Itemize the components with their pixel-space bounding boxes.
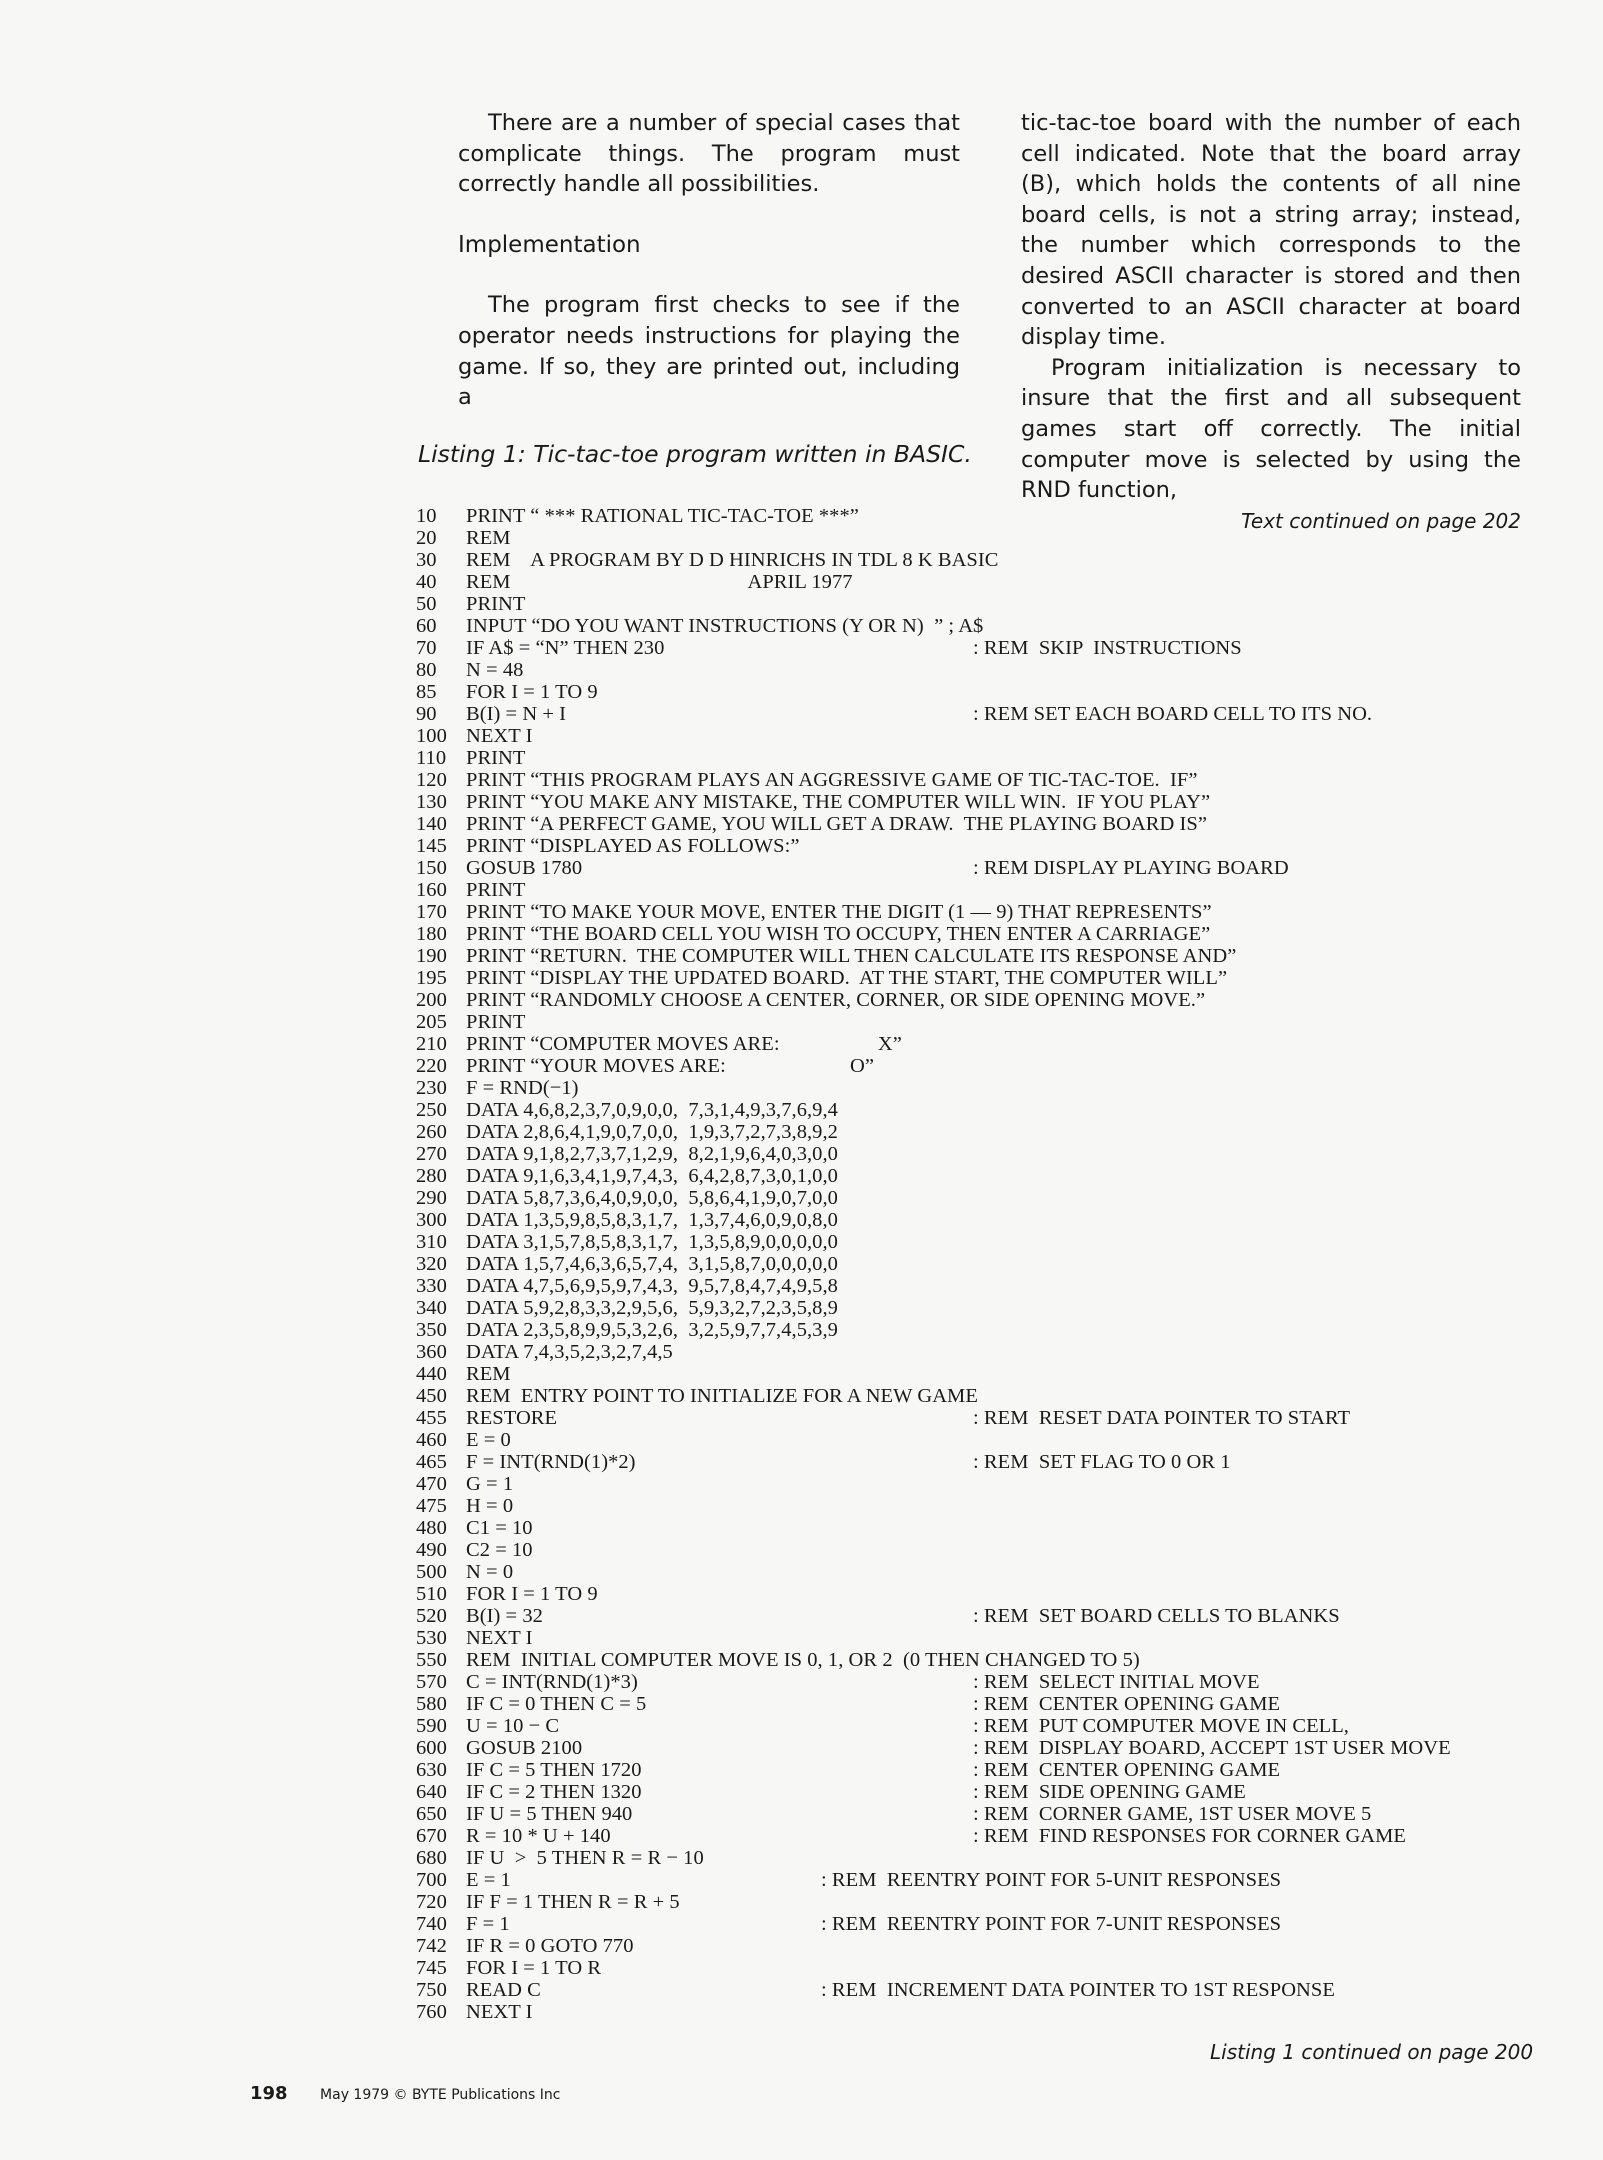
code-listing — [416, 505, 1546, 2035]
code-statement: PRINT “RETURN. THE COMPUTER WILL THEN CALCULATE ITS RESPONSE AND” — [466, 945, 1237, 967]
code-statement: F = 1 — [466, 1913, 510, 1935]
code-comment: : REM CORNER GAME, 1ST USER MOVE 5 — [973, 1803, 1372, 1825]
code-statement: DATA 4,7,5,6,9,5,9,7,4,3, 9,5,7,8,4,7,4,9,5,8 — [466, 1275, 838, 1297]
code-statement: DATA 5,9,2,8,3,3,2,9,5,6, 5,9,3,2,7,2,3,5,8,9 — [466, 1297, 838, 1319]
line-number: 90 — [416, 703, 437, 725]
code-statement: PRINT “THIS PROGRAM PLAYS AN AGGRESSIVE GAME OF TIC-TAC-TOE. IF” — [466, 769, 1198, 791]
listing-caption: Listing 1: Tic-tac-toe program written in BASIC. — [418, 440, 972, 468]
code-statement: DATA 1,5,7,4,6,3,6,5,7,4, 3,1,5,8,7,0,0,0,0,0 — [466, 1253, 838, 1275]
code-statement: DATA 3,1,5,7,8,5,8,3,1,7, 1,3,5,8,9,0,0,0,0,0 — [466, 1231, 838, 1253]
text-continued-note: Text continued on page 202 — [1241, 508, 1521, 533]
line-number: 490 — [416, 1539, 447, 1561]
code-statement: FOR I = 1 TO R — [466, 1957, 602, 1979]
line-number: 530 — [416, 1627, 447, 1649]
line-number: 195 — [416, 967, 447, 989]
code-comment: : REM SET FLAG TO 0 OR 1 — [973, 1451, 1231, 1473]
code-statement: N = 48 — [466, 659, 524, 681]
line-number: 10 — [416, 505, 437, 527]
code-statement: F = RND(−1) — [466, 1077, 579, 1099]
line-number: 550 — [416, 1649, 447, 1671]
code-comment: : REM FIND RESPONSES FOR CORNER GAME — [973, 1825, 1407, 1847]
code-statement: C2 = 10 — [466, 1539, 533, 1561]
code-statement: PRINT “DISPLAYED AS FOLLOWS:” — [466, 835, 800, 857]
line-number: 455 — [416, 1407, 447, 1429]
code-statement: G = 1 — [466, 1473, 514, 1495]
code-comment: : REM SELECT INITIAL MOVE — [973, 1671, 1260, 1693]
line-number: 290 — [416, 1187, 447, 1209]
code-comment: : REM SET BOARD CELLS TO BLANKS — [973, 1605, 1340, 1627]
line-number: 110 — [416, 747, 447, 769]
code-statement: B(I) = 32 — [466, 1605, 543, 1627]
code-statement: IF U > 5 THEN R = R − 10 — [466, 1847, 704, 1869]
line-number: 700 — [416, 1869, 447, 1891]
line-number: 145 — [416, 835, 447, 857]
line-number: 230 — [416, 1077, 447, 1099]
line-number: 750 — [416, 1979, 447, 2001]
code-statement: PRINT — [466, 593, 526, 615]
line-number: 650 — [416, 1803, 447, 1825]
code-statement: PRINT — [466, 747, 526, 769]
line-number: 475 — [416, 1495, 447, 1517]
code-statement: R = 10 * U + 140 — [466, 1825, 611, 1847]
code-statement: B(I) = N + I — [466, 703, 567, 725]
code-comment: : REM CENTER OPENING GAME — [973, 1759, 1281, 1781]
line-number: 630 — [416, 1759, 447, 1781]
code-comment: : REM RESET DATA POINTER TO START — [973, 1407, 1351, 1429]
line-number: 160 — [416, 879, 447, 901]
code-statement: N = 0 — [466, 1561, 514, 1583]
line-number: 20 — [416, 527, 437, 549]
left-paragraph-1: There are a number of special cases that complicate things. The program must correctly handle all possibilities. — [458, 110, 960, 198]
code-comment: : REM CENTER OPENING GAME — [973, 1693, 1281, 1715]
line-number: 40 — [416, 571, 437, 593]
page-number: 198 — [250, 2083, 288, 2104]
line-number: 460 — [416, 1429, 447, 1451]
line-number: 270 — [416, 1143, 447, 1165]
right-paragraph-2: Program initialization is necessary to insure that the first and all subsequent games start off correctly. The initial computer move is selected by using the RND function, — [1021, 354, 1521, 504]
line-number: 85 — [416, 681, 437, 703]
line-number: 180 — [416, 923, 447, 945]
code-statement: DATA 4,6,8,2,3,7,0,9,0,0, 7,3,1,4,9,3,7,6,9,4 — [466, 1099, 838, 1121]
line-number: 200 — [416, 989, 447, 1011]
line-number: 360 — [416, 1341, 447, 1363]
code-statement: FOR I = 1 TO 9 — [466, 1583, 598, 1605]
line-number: 740 — [416, 1913, 447, 1935]
code-statement: REM A PROGRAM BY D D HINRICHS IN TDL 8 K BASIC — [466, 549, 999, 571]
line-number: 480 — [416, 1517, 447, 1539]
code-statement: IF C = 2 THEN 1320 — [466, 1781, 642, 1803]
line-number: 350 — [416, 1319, 447, 1341]
code-statement: DATA 7,4,3,5,2,3,2,7,4,5 — [466, 1341, 673, 1363]
code-statement: DATA 9,1,8,2,7,3,7,1,2,9, 8,2,1,9,6,4,0,3,0,0 — [466, 1143, 838, 1165]
line-number: 680 — [416, 1847, 447, 1869]
code-comment: : REM SIDE OPENING GAME — [973, 1781, 1246, 1803]
code-comment: : REM PUT COMPUTER MOVE IN CELL, — [973, 1715, 1349, 1737]
line-number: 470 — [416, 1473, 447, 1495]
line-number: 745 — [416, 1957, 447, 1979]
line-number: 465 — [416, 1451, 447, 1473]
line-number: 500 — [416, 1561, 447, 1583]
code-statement: IF R = 0 GOTO 770 — [466, 1935, 634, 1957]
code-statement: PRINT “TO MAKE YOUR MOVE, ENTER THE DIGIT (1 — 9) THAT REPRESENTS” — [466, 901, 1212, 923]
code-statement: NEXT I — [466, 1627, 533, 1649]
code-statement: DATA 2,3,5,8,9,9,5,3,2,6, 3,2,5,9,7,7,4,5,3,9 — [466, 1319, 838, 1341]
code-statement: DATA 1,3,5,9,8,5,8,3,1,7, 1,3,7,4,6,0,9,0,8,0 — [466, 1209, 838, 1231]
line-number: 340 — [416, 1297, 447, 1319]
code-statement: DATA 2,8,6,4,1,9,0,7,0,0, 1,9,3,7,2,7,3,8,9,2 — [466, 1121, 838, 1143]
line-number: 570 — [416, 1671, 447, 1693]
code-statement: IF F = 1 THEN R = R + 5 — [466, 1891, 680, 1913]
code-statement: C = INT(RND(1)*3) — [466, 1671, 638, 1693]
page-footer — [250, 2083, 560, 2104]
code-statement: DATA 5,8,7,3,6,4,0,9,0,0, 5,8,6,4,1,9,0,7,0,0 — [466, 1187, 838, 1209]
code-statement: FOR I = 1 TO 9 — [466, 681, 598, 703]
code-statement: IF U = 5 THEN 940 — [466, 1803, 633, 1825]
code-comment: : REM SKIP INSTRUCTIONS — [973, 637, 1242, 659]
code-statement: RESTORE — [466, 1407, 558, 1429]
listing-continued-note: Listing 1 continued on page 200 — [1210, 2040, 1534, 2064]
code-statement: GOSUB 2100 — [466, 1737, 583, 1759]
line-number: 150 — [416, 857, 447, 879]
code-statement: GOSUB 1780 — [466, 857, 583, 879]
code-statement: NEXT I — [466, 2001, 533, 2023]
code-statement: REM ENTRY POINT TO INITIALIZE FOR A NEW GAME — [466, 1385, 978, 1407]
line-number: 220 — [416, 1055, 447, 1077]
line-number: 300 — [416, 1209, 447, 1231]
code-statement: PRINT “YOU MAKE ANY MISTAKE, THE COMPUTER WILL WIN. IF YOU PLAY” — [466, 791, 1211, 813]
code-statement: PRINT “A PERFECT GAME, YOU WILL GET A DRAW. THE PLAYING BOARD IS” — [466, 813, 1208, 835]
line-number: 60 — [416, 615, 437, 637]
line-number: 450 — [416, 1385, 447, 1407]
code-statement: NEXT I — [466, 725, 533, 747]
code-statement: PRINT — [466, 879, 526, 901]
code-statement: REM INITIAL COMPUTER MOVE IS 0, 1, OR 2 (0 THEN CHANGED TO 5) — [466, 1649, 1140, 1671]
line-number: 140 — [416, 813, 447, 835]
code-statement: H = 0 — [466, 1495, 514, 1517]
code-statement: INPUT “DO YOU WANT INSTRUCTIONS (Y OR N) ” ; A$ — [466, 615, 984, 637]
code-statement: F = INT(RND(1)*2) — [466, 1451, 636, 1473]
code-statement: E = 0 — [466, 1429, 511, 1451]
line-number: 170 — [416, 901, 447, 923]
line-number: 80 — [416, 659, 437, 681]
code-statement: PRINT “YOUR MOVES ARE: O” — [466, 1055, 875, 1077]
line-number: 120 — [416, 769, 447, 791]
line-number: 440 — [416, 1363, 447, 1385]
code-statement: REM APRIL 1977 — [466, 571, 853, 593]
code-comment: : REM REENTRY POINT FOR 7-UNIT RESPONSES — [821, 1913, 1282, 1935]
line-number: 670 — [416, 1825, 447, 1847]
code-statement: IF C = 5 THEN 1720 — [466, 1759, 642, 1781]
right-paragraph-1: tic-tac-toe board with the number of each cell indicated. Note that the board array (B), which holds the contents of all nine board cells, is not a string array; instead, the number which corresponds to the desired ASCII character is stored and then converted to an ASCII character at board display time. — [1021, 110, 1521, 351]
code-statement: REM — [466, 1363, 511, 1385]
line-number: 320 — [416, 1253, 447, 1275]
code-statement: PRINT “RANDOMLY CHOOSE A CENTER, CORNER, OR SIDE OPENING MOVE.” — [466, 989, 1206, 1011]
code-statement: READ C — [466, 1979, 541, 2001]
code-comment: : REM SET EACH BOARD CELL TO ITS NO. — [973, 703, 1373, 725]
code-comment: : REM DISPLAY PLAYING BOARD — [973, 857, 1289, 879]
code-statement: U = 10 − C — [466, 1715, 560, 1737]
line-number: 760 — [416, 2001, 447, 2023]
code-statement: REM — [466, 527, 511, 549]
code-statement: PRINT “COMPUTER MOVES ARE: X” — [466, 1033, 902, 1055]
line-number: 50 — [416, 593, 437, 615]
line-number: 640 — [416, 1781, 447, 1803]
code-statement: PRINT “ *** RATIONAL TIC-TAC-TOE ***” — [466, 505, 859, 527]
right-text-column — [1021, 108, 1521, 536]
line-number: 260 — [416, 1121, 447, 1143]
line-number: 310 — [416, 1231, 447, 1253]
code-statement: PRINT “DISPLAY THE UPDATED BOARD. AT THE START, THE COMPUTER WILL” — [466, 967, 1228, 989]
line-number: 520 — [416, 1605, 447, 1627]
line-number: 600 — [416, 1737, 447, 1759]
line-number: 205 — [416, 1011, 447, 1033]
line-number: 742 — [416, 1935, 447, 1957]
line-number: 580 — [416, 1693, 447, 1715]
footer-credit: May 1979 © BYTE Publications Inc — [320, 2087, 561, 2103]
code-comment: : REM REENTRY POINT FOR 5-UNIT RESPONSES — [821, 1869, 1282, 1891]
line-number: 70 — [416, 637, 437, 659]
left-paragraph-2: The program first checks to see if the operator needs instructions for playing the game. If so, they are printed out, including a — [458, 292, 960, 411]
line-number: 130 — [416, 791, 447, 813]
code-statement: E = 1 — [466, 1869, 511, 1891]
code-comment: : REM DISPLAY BOARD, ACCEPT 1ST USER MOVE — [973, 1737, 1451, 1759]
line-number: 330 — [416, 1275, 447, 1297]
code-statement: PRINT “THE BOARD CELL YOU WISH TO OCCUPY, THEN ENTER A CARRIAGE” — [466, 923, 1211, 945]
line-number: 210 — [416, 1033, 447, 1055]
code-statement: IF C = 0 THEN C = 5 — [466, 1693, 647, 1715]
line-number: 190 — [416, 945, 447, 967]
line-number: 590 — [416, 1715, 447, 1737]
code-statement: C1 = 10 — [466, 1517, 533, 1539]
line-number: 30 — [416, 549, 437, 571]
code-statement: IF A$ = “N” THEN 230 — [466, 637, 665, 659]
line-number: 250 — [416, 1099, 447, 1121]
line-number: 510 — [416, 1583, 447, 1605]
code-statement: PRINT — [466, 1011, 526, 1033]
line-number: 100 — [416, 725, 447, 747]
code-statement: DATA 9,1,6,3,4,1,9,7,4,3, 6,4,2,8,7,3,0,1,0,0 — [466, 1165, 838, 1187]
line-number: 720 — [416, 1891, 447, 1913]
code-comment: : REM INCREMENT DATA POINTER TO 1ST RESPONSE — [821, 1979, 1335, 2001]
left-text-column — [458, 108, 960, 413]
line-number: 280 — [416, 1165, 447, 1187]
section-heading: Implementation — [458, 231, 641, 258]
